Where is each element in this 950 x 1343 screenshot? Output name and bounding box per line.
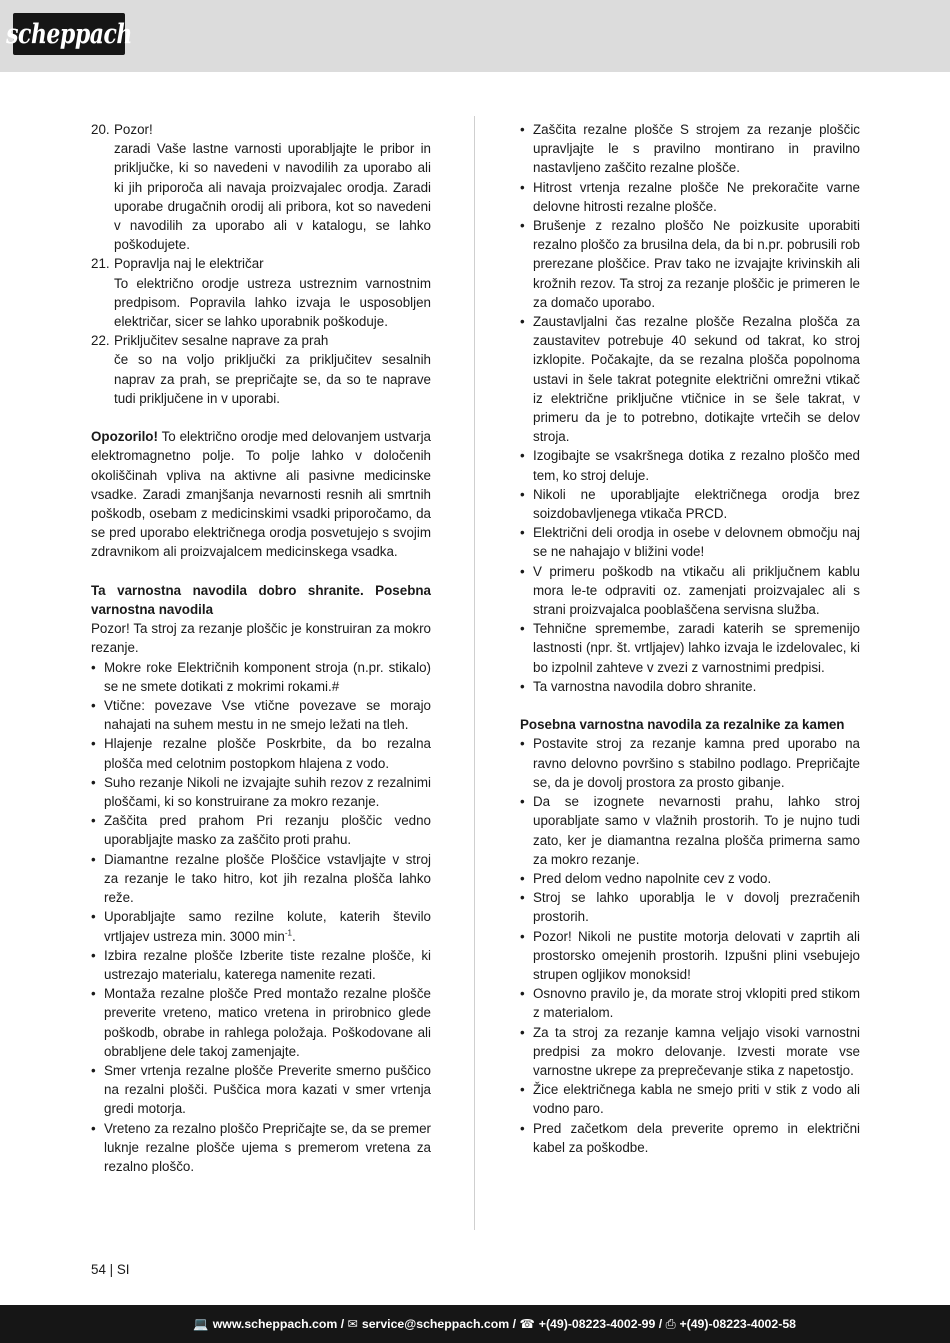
list-item: • Pred začetkom dela preverite opremo in električni kabel za poškodbe. (520, 1120, 860, 1155)
list-item: • Uporabljajte samo rezilne kolute, katerih število vrtljajev ustreza min. 3000 $\min^{-1}$. (91, 909, 431, 944)
list-item-text: Pozor! Nikoli ne pustite motorja delovati v zaprtih ali prostorsko omejenih prostorih. Izpušni plini vsebujejo strupen ogljikov monoksid! (533, 928, 860, 982)
list-item-text: Zaščita rezalne plošče S strojem za rezanje ploščic upravljajte le s pravilno montirano in pravilno nastavljeno zaščito rezalne plošče. (533, 122, 860, 176)
brand-name: scheppach (6, 17, 132, 51)
page-number (91, 1262, 129, 1277)
list-item: • Diamantne rezalne plošče Ploščice vstavljajte v stroj za rezanje le tako hitro, kot jih rezalna plošča lahko reže. (91, 851, 431, 906)
page-number-value: 54 (91, 1262, 106, 1277)
list-item-text: Vtične: povezave Vse vtične povezave se morajo nahajati na suhem mestu in ne smejo ležati na tleh. (104, 698, 431, 733)
list-item: • V primeru poškodb na vtikaču ali priključnem kablu mora le-te odpraviti oz. zamenjati proizvajalec ali s strani proizvajalca pooblaščena servisna služba. (520, 563, 860, 618)
list-item-text: V primeru poškodb na vtikaču ali priključnem kablu mora le-te odpraviti oz. zamenjati proizvajalec ali s strani proizvajalca pooblaščena servisna služba. (533, 563, 860, 618)
list-item: • Nikoli ne uporabljajte električnega orodja brez soizdobavljenega vtikača PRCD. (520, 486, 860, 522)
list-item-text: Postavite stroj za rezanje kamna pred uporabo na ravno delovno površino s stabilno podlago. Prepričajte se, da je dovolj prostora za prosto gibanje. (533, 736, 860, 790)
header-bar (0, 0, 950, 72)
section-heading: Posebna varnostna navodila za rezalnike za kamen (520, 717, 845, 733)
list-item-text: Za ta stroj za rezanje kamna veljajo visoki varnostni predpisi za mokro delovanje. Izvesti morate vse varnostne ukrepe za preprečevanje stika z napetostjo. (533, 1024, 860, 1078)
list-item-text: Nikoli ne uporabljajte električnega orodja brez soizdobavljenega vtikača PRCD. (533, 486, 860, 522)
list-item-text: Hlajenje rezalne plošče Poskrbite, da bo rezalna plošča med celotnim postopkom hlajena z vodo. (104, 736, 431, 771)
list-item: • Stroj se lahko uporablja le v dovolj prezračenih prostorih. (520, 890, 860, 925)
computer-icon: 💻 (193, 1316, 209, 1331)
stone-cutter-bullet-list (520, 734, 860, 1156)
list-item-text: Diamantne rezalne plošče Ploščice vstavljajte v stroj za rezanje le tako hitro, kot jih rezalna plošča lahko reže. (104, 851, 431, 906)
list-item-text: Hitrost vrtenja rezalne plošče Ne prekoračite varne delovne hitrosti rezalne plošče. (533, 179, 860, 214)
list-item: • Osnovno pravilo je, da morate stroj vklopiti pred stikom z materialom. (520, 986, 860, 1021)
list-item: • Da se izognete nevarnosti prahu, lahko stroj uporabljate samo v vlažnih prostorih. To je nujno tudi zato, ker je diamantna rezalna plošča primerna samo za mokro rezanje. (520, 794, 860, 867)
item-number: 21. (91, 256, 110, 272)
list-item-text: Da se izognete nevarnosti prahu, lahko stroj uporabljate samo v vlažnih prostorih. To je nujno tudi zato, ker je diamantna rezalna plošča primerna samo za mokro rezanje. (533, 794, 860, 867)
footer-separator: / (655, 1317, 666, 1331)
list-item: • Pred delom vedno napolnite cev z vodo. (520, 870, 772, 886)
list-item-text: Stroj se lahko uporablja le v dovolj prezračenih prostorih. (533, 890, 860, 925)
list-item: • Žice električnega kabla ne smejo priti v stik z vodo ali vodno paro. (520, 1082, 860, 1117)
item-body: zaradi Vaše lastne varnosti uporabljajte le pribor in priključke, ki so navedeni v navodilih za uporabo ali ki jih priporoča ali navaja proizvajalec orodja. Zaradi uporabe drugačnih orodij ali pribora, kot so navedeni v navodilih za uporabo ali v katalogu, se lahko poškodujete. (114, 141, 431, 253)
warning-text: To električno orodje med delovanjem ustvarja elektromagnetno polje. To polje lahko v določenih okoliščinah vpliva na aktivne ali pasivne medicinske vsadke. Zaradi zmanjšanja nevarnosti resnih ali smrtnih poškodb, osebam z medicinskimi vsadki priporočamo, da se pred uporabo električnega orodja posvetujejo s svojim zdravnikom ali proizvajalcem medicinskega vsadka. (91, 429, 431, 560)
section-intro: Pozor! Ta stroj za rezanje ploščic je konstruiran za mokro rezanje. (91, 621, 431, 656)
item-body: To električno orodje ustreza ustreznim varnostnim predpisom. Popravila lahko izvaja le usposobljen električar, sicer se lahko uporabnik poškoduje. (114, 275, 431, 330)
list-item: • Tehnične spremembe, zaradi katerih se spremenijo lastnosti (npr. št. vrtljajev) lahko izvaja le izdelovalec, ki bo izpolnil zahteve v zvezi z varnostnimi predpisi. (520, 621, 860, 675)
mail-icon: ✉ (347, 1317, 358, 1331)
item-title: Popravlja naj le električar (114, 256, 264, 272)
list-item: • Postavite stroj za rezanje kamna pred uporabo na ravno delovno površino s stabilno podlago. Prepričajte se, da je dovolj prostora za prosto gibanje. (520, 736, 860, 790)
list-item: • Hlajenje rezalne plošče Poskrbite, da bo rezalna plošča med celotnim postopkom hlajena z vodo. (91, 736, 431, 771)
list-item-text: Pred delom vedno napolnite cev z vodo. (533, 870, 772, 886)
list-item: • Vtične: povezave Vse vtične povezave se morajo nahajati na suhem mestu in ne smejo ležati na tleh. (91, 698, 431, 733)
list-item: • Mokre roke Električnih komponent stroja (n.pr. stikalo) se ne smete dotikati z mokrimi rokami.# (91, 659, 431, 694)
list-item: • Izogibajte se vsakršnega dotika z rezalno ploščo med tem, ko stroj deluje. (520, 448, 860, 483)
numbered-item-21 (91, 254, 431, 331)
item-number: 20. (91, 122, 110, 137)
right-column (520, 120, 860, 1157)
list-item-text: Žice električnega kabla ne smejo priti v stik z vodo ali vodno paro. (533, 1082, 860, 1117)
numbered-item-22 (91, 331, 431, 408)
footer-email-link[interactable]: service@scheppach.com (361, 1317, 510, 1331)
list-item: • Izbira rezalne plošče Izberite tiste rezalne plošče, ki ustrezajo materialu, katerega namenite rezati. (91, 947, 431, 982)
list-item: • Ta varnostna navodila dobro shranite. (520, 678, 757, 694)
list-item-text: Zaustavljalni čas rezalne plošče Rezalna plošča za zaustavitev potrebuje 40 sekund od takrat, ko stroj izklopite. Počakajte, da se rezalna plošča popolnoma ustavi in šele takrat potegnite električni omrežni vtikač iz električne priključne vtičnice in se šele takrat, v primeru da je to potrebno, dotikajte vrtečih se delov stroja. (533, 314, 860, 445)
footer-website-link[interactable]: www.scheppach.com (212, 1317, 338, 1331)
list-item: • Brušenje z rezalno ploščo Ne poizkusite uporabiti rezalno ploščo za brusilna dela, da bi n.pr. pobrusili rob prerezane ploščice. Prav tako ne izvajajte krivinskih ali krožnih rezov. Ta stroj za rezanje ploščic je primeren le za domačo uporabo. (520, 218, 860, 310)
list-item: • Zaščita rezalne plošče S strojem za rezanje ploščic upravljajte le s pravilno montirano in pravilno nastavljeno zaščito rezalne plošče. (520, 122, 860, 176)
footer-separator: / (509, 1317, 520, 1331)
warning-label: Opozorilo! (91, 429, 158, 445)
page-number-separator: | (105, 1262, 117, 1277)
superscript-unit: -1 (284, 928, 292, 938)
list-item-text: Električni deli orodja in osebe v delovnem območju naj se ne nahajajo v bližini vode! (533, 525, 860, 560)
left-column (91, 120, 431, 1176)
item-number: 22. (91, 333, 110, 349)
list-item-text: Montaža rezalne plošče Pred montažo rezalne plošče preverite vreteno, matico vretena in prirobnico glede poškodb, obrabe in rahlega položaja. Poškodovane ali obrabljene dele takoj zamenjajte. (104, 986, 431, 1059)
item-body: če so na voljo priključki za priključitev sesalnih naprav za prah, se prepričajte se, da so te naprave tudi priključene in v uporabi. (114, 352, 431, 406)
footer-separator: / (337, 1317, 348, 1331)
left-bullet-list (91, 658, 431, 1176)
list-item: • Smer vrtenja rezalne plošče Preverite smerno puščico na rezalni plošči. Puščica mora kazati v smer vrtenja gredi motorja. (91, 1062, 431, 1117)
list-item-text: Pred začetkom dela preverite opremo in električni kabel za poškodbe. (533, 1120, 860, 1155)
list-item-text: . (291, 928, 296, 944)
list-item: • Električni deli orodja in osebe v delovnem območju naj se ne nahajajo v bližini vode! (520, 525, 860, 560)
list-item-text: Izbira rezalne plošče Izberite tiste rezalne plošče, ki ustrezajo materialu, katerega namenite rezati. (104, 947, 431, 982)
list-item-text: Brušenje z rezalno ploščo Ne poizkusite uporabiti rezalno ploščo za brusilna dela, da bi n.pr. pobrusili rob prerezane ploščice. Prav tako ne izvajajte krivinskih ali krožnih rezov. Ta stroj za rezanje ploščic je primeren le za domačo uporabo. (533, 218, 860, 310)
list-item: • Montaža rezalne plošče Pred montažo rezalne plošče preverite vreteno, matico vretena in prirobnico glede poškodb, obrabe in rahlega položaja. Poškodovane ali obrabljene dele takoj zamenjajte. (91, 986, 431, 1059)
list-item: • Pozor! Nikoli ne pustite motorja delovati v zaprtih ali prostorsko omejenih prostorih. Izpušni plini vsebujejo strupen ogljikov monoksid! (520, 928, 860, 982)
fax-icon: ⎙ (665, 1316, 676, 1331)
list-item-text: Mokre roke Električnih komponent stroja (n.pr. stikalo) se ne smete dotikati z mokrimi rokami.# (104, 659, 431, 694)
warning-paragraph (91, 427, 431, 561)
scheppach-logo (6, 13, 132, 55)
list-item-text: Tehnične spremembe, zaradi katerih se spremenijo lastnosti (npr. št. vrtljajev) lahko izvaja le izdelovalec, ki bo izpolnil zahteve v zvezi z varnostnimi predpisi. (533, 621, 860, 675)
column-divider (474, 116, 475, 1230)
right-bullet-list (520, 120, 860, 696)
footer-bar (0, 1305, 950, 1343)
footer-phone: +(49)-08223-4002-99 (538, 1317, 656, 1331)
list-item: • Hitrost vrtenja rezalne plošče Ne prekoračite varne delovne hitrosti rezalne plošče. (520, 179, 860, 214)
item-title: Pozor! (114, 122, 153, 137)
page-language: SI (116, 1262, 130, 1277)
section-heading: Ta varnostna navodila dobro shranite. Posebna varnostna navodila (91, 582, 431, 618)
footer-fax: +(49)-08223-4002-58 (679, 1317, 796, 1331)
list-item: • Vreteno za rezalno ploščo Prepričajte se, da se premer luknje rezalne plošče ujema s premerom vretena za rezalno ploščo. (91, 1120, 431, 1174)
list-item-text: Zaščita pred prahom Pri rezanju ploščic vedno uporabljajte masko za zaščito proti prahu. (104, 813, 431, 848)
list-item: • Za ta stroj za rezanje kamna veljajo visoki varnostni predpisi za mokro delovanje. Izvesti morate vse varnostne ukrepe za preprečevanje stika z napetostjo. (520, 1024, 860, 1078)
list-item-text: Vreteno za rezalno ploščo Prepričajte se, da se premer luknje rezalne plošče ujema s premerom vretena za rezalno ploščo. (104, 1120, 431, 1174)
list-item: • Zaustavljalni čas rezalne plošče Rezalna plošča za zaustavitev potrebuje 40 sekund od takrat, ko stroj izklopite. Počakajte, da se rezalna plošča popolnoma ustavi in šele takrat potegnite električni omrežni vtikač iz električne priključne vtičnice in se šele takrat, v primeru da je to potrebno, dotikajte vrtečih se delov stroja. (520, 314, 860, 445)
list-item-text: Osnovno pravilo je, da morate stroj vklopiti pred stikom z materialom. (533, 986, 860, 1021)
list-item: • Suho rezanje Nikoli ne izvajajte suhih rezov z rezalnimi ploščami, ki so konstruirane za mokro rezanje. (91, 774, 431, 810)
phone-icon: ☎ (519, 1317, 535, 1331)
list-item-text: Suho rezanje Nikoli ne izvajajte suhih rezov z rezalnimi ploščami, ki so konstruirane za mokro rezanje. (104, 774, 431, 810)
numbered-item-20 (91, 120, 431, 254)
list-item-text: Uporabljajte samo rezilne kolute, katerih število vrtljajev ustreza min. 3000 min (104, 909, 431, 944)
list-item-text: Ta varnostna navodila dobro shranite. (533, 678, 757, 694)
item-title: Priključitev sesalne naprave za prah (114, 333, 329, 349)
list-item-text: Smer vrtenja rezalne plošče Preverite smerno puščico na rezalni plošči. Puščica mora kazati v smer vrtenja gredi motorja. (104, 1062, 431, 1117)
list-item: • Zaščita pred prahom Pri rezanju ploščic vedno uporabljajte masko za zaščito proti prahu. (91, 813, 431, 848)
list-item-text: Izogibajte se vsakršnega dotika z rezalno ploščo med tem, ko stroj deluje. (533, 448, 860, 483)
